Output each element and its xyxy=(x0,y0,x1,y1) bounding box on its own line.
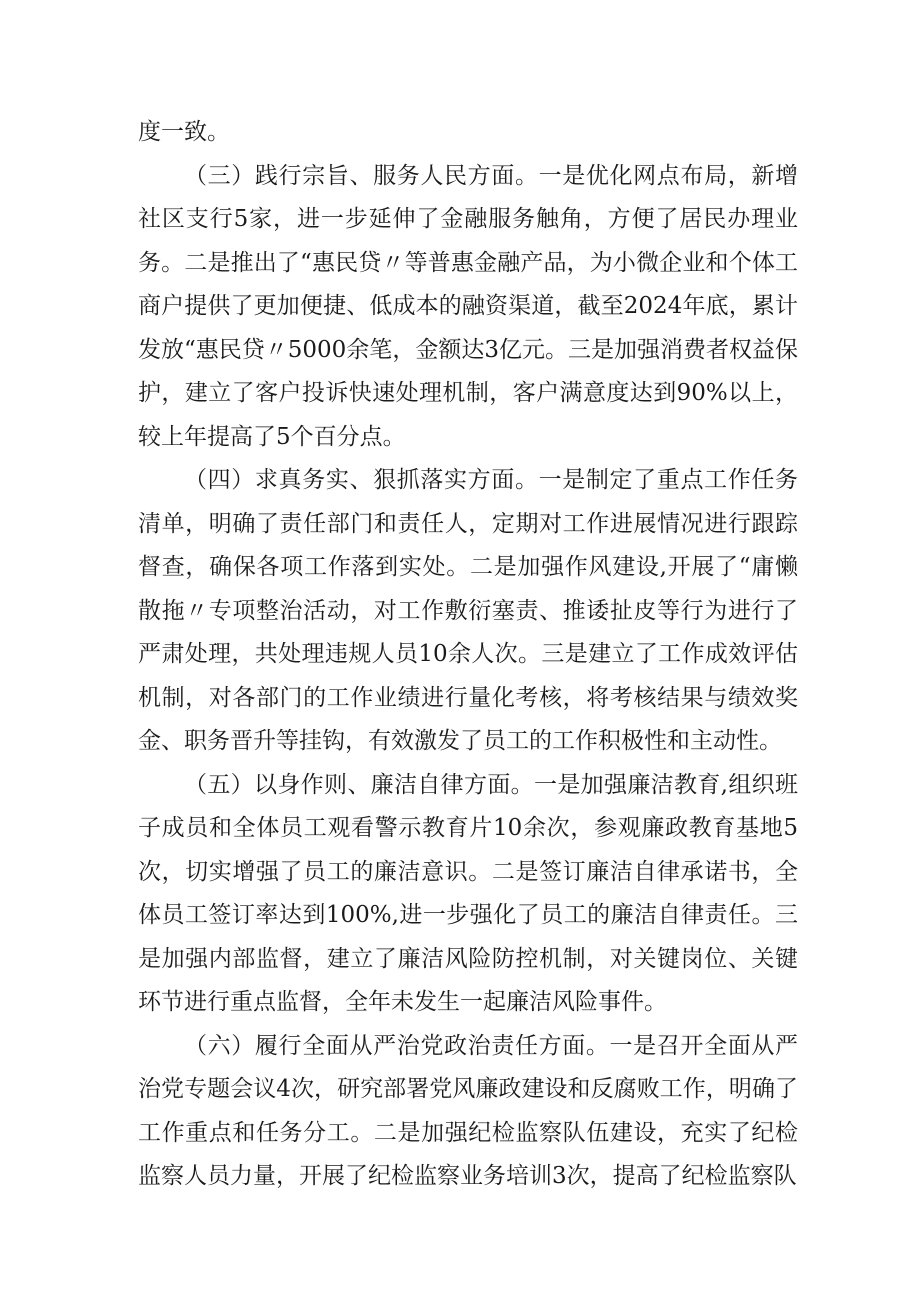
document-body xyxy=(138,111,798,1199)
paragraph-section-4: （四）求真务实、狠抓落实方面。一是制定了重点工作任务清单，明确了责任部门和责任人，定期对工作进展情况进行跟踪督查，确保各项工作落到实处。二是加强作风建设,开展了“庸懒散拖〃专项整治活动，对工作敷衍塞责、推诿扯皮等行为进行了严肃处理，共处理违规人员10余人次。三是建立了工作成效评估机制，对各部门的工作业绩进行量化考核，将考核结果与绩效奖金、职务晋升等挂钩，有效激发了员工的工作积极性和主动性。 xyxy=(138,467,798,754)
paragraph-continuation: 度一致。 xyxy=(138,119,230,145)
paragraph-section-3: （三）践行宗旨、服务人民方面。一是优化网点布局，新增社区支行5家，进一步延伸了金融服务触角，方便了居民办理业务。二是推出了“惠民贷〃等普惠金融产品，为小微企业和个体工商户提供了更加便捷、低成本的融资渠道，截至2024年底，累计发放“惠民贷〃5000余笔，金额达3亿元。三是加强消费者权益保护，建立了客户投诉快速处理机制，客户满意度达到90%以上，较上年提高了5个百分点。 xyxy=(138,162,798,450)
paragraph-section-6: （六）履行全面从严治党政治责任方面。一是召开全面从严治党专题会议4次，研究部署党风廉政建设和反腐败工作，明确了工作重点和任务分工。二是加强纪检监察队伍建设，充实了纪检监察人员力量，开展了纪检监察业务培训3次，提高了纪检监察队 xyxy=(138,1032,798,1189)
paragraph-section-5: （五）以身作则、廉洁自律方面。一是加强廉洁教育,组织班子成员和全体员工观看警示教育片10余次，参观廉政教育基地5次，切实增强了员工的廉洁意识。二是签订廉洁自律承诺书，全体员工签订率达到100%,进一步强化了员工的廉洁自律责任。三是加强内部监督，建立了廉洁风险防控机制，对关键岗位、关键环节进行重点监督，全年未发生一起廉洁风险事件。 xyxy=(138,771,798,1015)
